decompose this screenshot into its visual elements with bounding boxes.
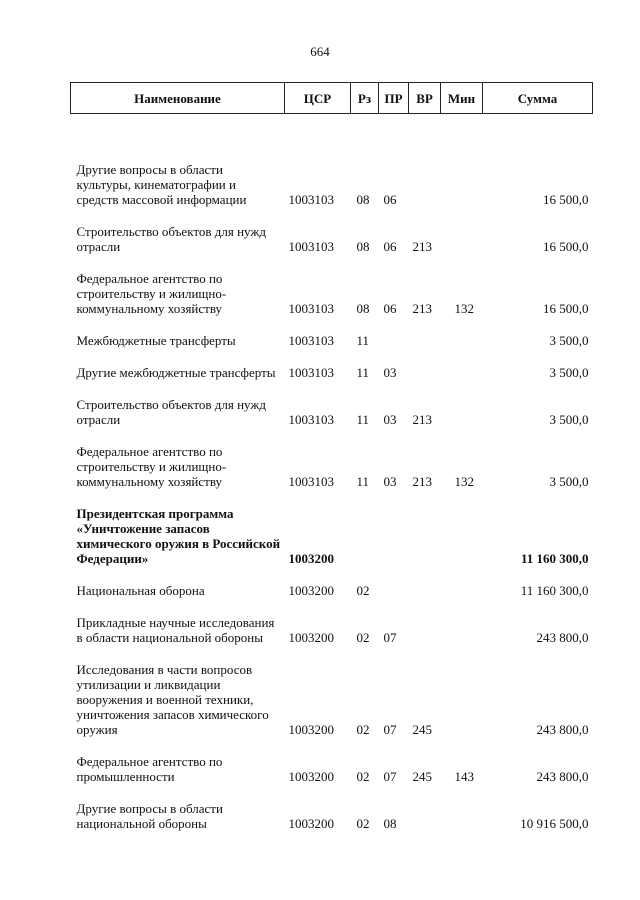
table-row bbox=[71, 207, 593, 254]
row-min: 143 bbox=[454, 769, 474, 784]
row-vr bbox=[409, 598, 441, 645]
row-name: Строительство объектов для нужд отрасли bbox=[76, 224, 266, 254]
table-row bbox=[71, 316, 593, 348]
row-vr bbox=[409, 489, 441, 566]
table-header bbox=[71, 83, 593, 114]
row-sum: 11 160 300,0 bbox=[520, 551, 589, 566]
row-min bbox=[441, 380, 483, 427]
row-rz: 08 bbox=[356, 192, 370, 207]
table-row bbox=[71, 348, 593, 380]
row-vr bbox=[409, 566, 441, 598]
row-min bbox=[441, 316, 483, 348]
row-pr: 07 bbox=[383, 630, 397, 645]
row-name: Федеральное агентство по строительству и жилищно-коммунальному хозяйству bbox=[76, 271, 227, 316]
row-pr: 06 bbox=[383, 239, 397, 254]
row-sum: 3 500,0 bbox=[549, 474, 589, 489]
row-pr bbox=[379, 316, 409, 348]
table-row bbox=[71, 254, 593, 316]
row-csr: 1003200 bbox=[288, 583, 334, 598]
row-csr: 1003103 bbox=[288, 365, 334, 380]
row-name: Президентская программа «Уничтожение запасов химического оружия в Российской Федерации» bbox=[76, 506, 281, 566]
header-csr: ЦСР bbox=[285, 83, 351, 114]
row-pr bbox=[379, 489, 409, 566]
row-rz: 08 bbox=[356, 301, 370, 316]
row-name: Межбюджетные трансферты bbox=[76, 333, 236, 348]
row-csr: 1003200 bbox=[288, 769, 334, 784]
header-sum: Сумма bbox=[483, 83, 593, 114]
row-vr: 213 bbox=[412, 412, 432, 427]
row-rz bbox=[351, 489, 379, 566]
row-name: Федеральное агентство по строительству и жилищно-коммунальному хозяйству bbox=[76, 444, 227, 489]
row-name: Исследования в части вопросов утилизации и ликвидации вооружения и военной техники, уничтожения запасов химического оружия bbox=[76, 662, 269, 737]
row-name: Другие межбюджетные трансферты bbox=[76, 365, 276, 380]
header-pr: ПР bbox=[379, 83, 409, 114]
row-sum: 16 500,0 bbox=[543, 192, 589, 207]
row-min bbox=[441, 348, 483, 380]
row-name: Прикладные научные исследования в области национальной обороны bbox=[76, 615, 275, 645]
table-row bbox=[71, 489, 593, 566]
row-min bbox=[441, 489, 483, 566]
row-vr bbox=[409, 784, 441, 831]
row-min: 132 bbox=[454, 301, 474, 316]
row-sum: 16 500,0 bbox=[543, 239, 589, 254]
row-name: Другие вопросы в области культуры, кинематографии и средств массовой информации bbox=[76, 162, 247, 207]
row-pr: 03 bbox=[383, 412, 397, 427]
row-csr: 1003103 bbox=[288, 412, 334, 427]
row-rz: 02 bbox=[356, 722, 370, 737]
row-rz: 11 bbox=[356, 333, 370, 348]
row-csr: 1003103 bbox=[288, 301, 334, 316]
row-vr: 213 bbox=[412, 239, 432, 254]
row-pr: 07 bbox=[383, 722, 397, 737]
row-sum: 243 800,0 bbox=[536, 630, 589, 645]
row-min bbox=[441, 207, 483, 254]
row-csr: 1003200 bbox=[288, 722, 334, 737]
row-sum: 3 500,0 bbox=[549, 333, 589, 348]
row-vr bbox=[409, 316, 441, 348]
row-csr: 1003103 bbox=[288, 192, 334, 207]
row-sum: 243 800,0 bbox=[536, 769, 589, 784]
header-vr: ВР bbox=[409, 83, 441, 114]
table-row bbox=[71, 380, 593, 427]
row-sum: 11 160 300,0 bbox=[520, 583, 589, 598]
row-vr bbox=[409, 114, 441, 208]
row-name: Федеральное агентство по промышленности bbox=[76, 754, 223, 784]
row-vr: 245 bbox=[412, 769, 432, 784]
row-rz: 08 bbox=[356, 239, 370, 254]
table-row bbox=[71, 645, 593, 737]
row-min bbox=[441, 114, 483, 208]
row-vr: 213 bbox=[412, 301, 432, 316]
row-sum: 243 800,0 bbox=[536, 722, 589, 737]
row-sum: 3 500,0 bbox=[549, 365, 589, 380]
row-pr: 03 bbox=[383, 365, 397, 380]
row-name: Строительство объектов для нужд отрасли bbox=[76, 397, 266, 427]
row-sum: 10 916 500,0 bbox=[520, 816, 589, 831]
row-min bbox=[441, 598, 483, 645]
header-min: Мин bbox=[441, 83, 483, 114]
row-pr: 03 bbox=[383, 474, 397, 489]
row-min bbox=[441, 784, 483, 831]
table-row bbox=[71, 784, 593, 831]
table-row bbox=[71, 598, 593, 645]
budget-table bbox=[70, 82, 593, 831]
table-row bbox=[71, 427, 593, 489]
row-rz: 11 bbox=[356, 474, 370, 489]
row-name: Национальная оборона bbox=[76, 583, 205, 598]
row-rz: 02 bbox=[356, 816, 370, 831]
row-csr: 1003103 bbox=[288, 333, 334, 348]
row-min: 132 bbox=[454, 474, 474, 489]
row-csr: 1003200 bbox=[288, 551, 334, 566]
table-row bbox=[71, 737, 593, 784]
row-pr: 06 bbox=[383, 192, 397, 207]
row-pr bbox=[379, 566, 409, 598]
row-rz: 02 bbox=[356, 583, 370, 598]
row-csr: 1003200 bbox=[288, 630, 334, 645]
row-csr: 1003103 bbox=[288, 239, 334, 254]
row-pr: 06 bbox=[383, 301, 397, 316]
row-min bbox=[441, 645, 483, 737]
row-pr: 07 bbox=[383, 769, 397, 784]
table-row bbox=[71, 114, 593, 208]
header-name: Наименование bbox=[71, 83, 285, 114]
row-rz: 11 bbox=[356, 412, 370, 427]
row-min bbox=[441, 566, 483, 598]
row-vr bbox=[409, 348, 441, 380]
header-rz: Рз bbox=[351, 83, 379, 114]
row-rz: 02 bbox=[356, 630, 370, 645]
row-sum: 16 500,0 bbox=[543, 301, 589, 316]
row-csr: 1003200 bbox=[288, 816, 334, 831]
row-pr: 08 bbox=[383, 816, 397, 831]
header-row bbox=[71, 83, 593, 114]
row-vr: 245 bbox=[412, 722, 432, 737]
row-vr: 213 bbox=[412, 474, 432, 489]
row-rz: 02 bbox=[356, 769, 370, 784]
row-rz: 11 bbox=[356, 365, 370, 380]
table-row bbox=[71, 566, 593, 598]
table-body bbox=[71, 114, 593, 832]
row-csr: 1003103 bbox=[288, 474, 334, 489]
row-name: Другие вопросы в области национальной обороны bbox=[76, 801, 223, 831]
row-sum: 3 500,0 bbox=[549, 412, 589, 427]
page-number: 664 bbox=[310, 44, 330, 59]
